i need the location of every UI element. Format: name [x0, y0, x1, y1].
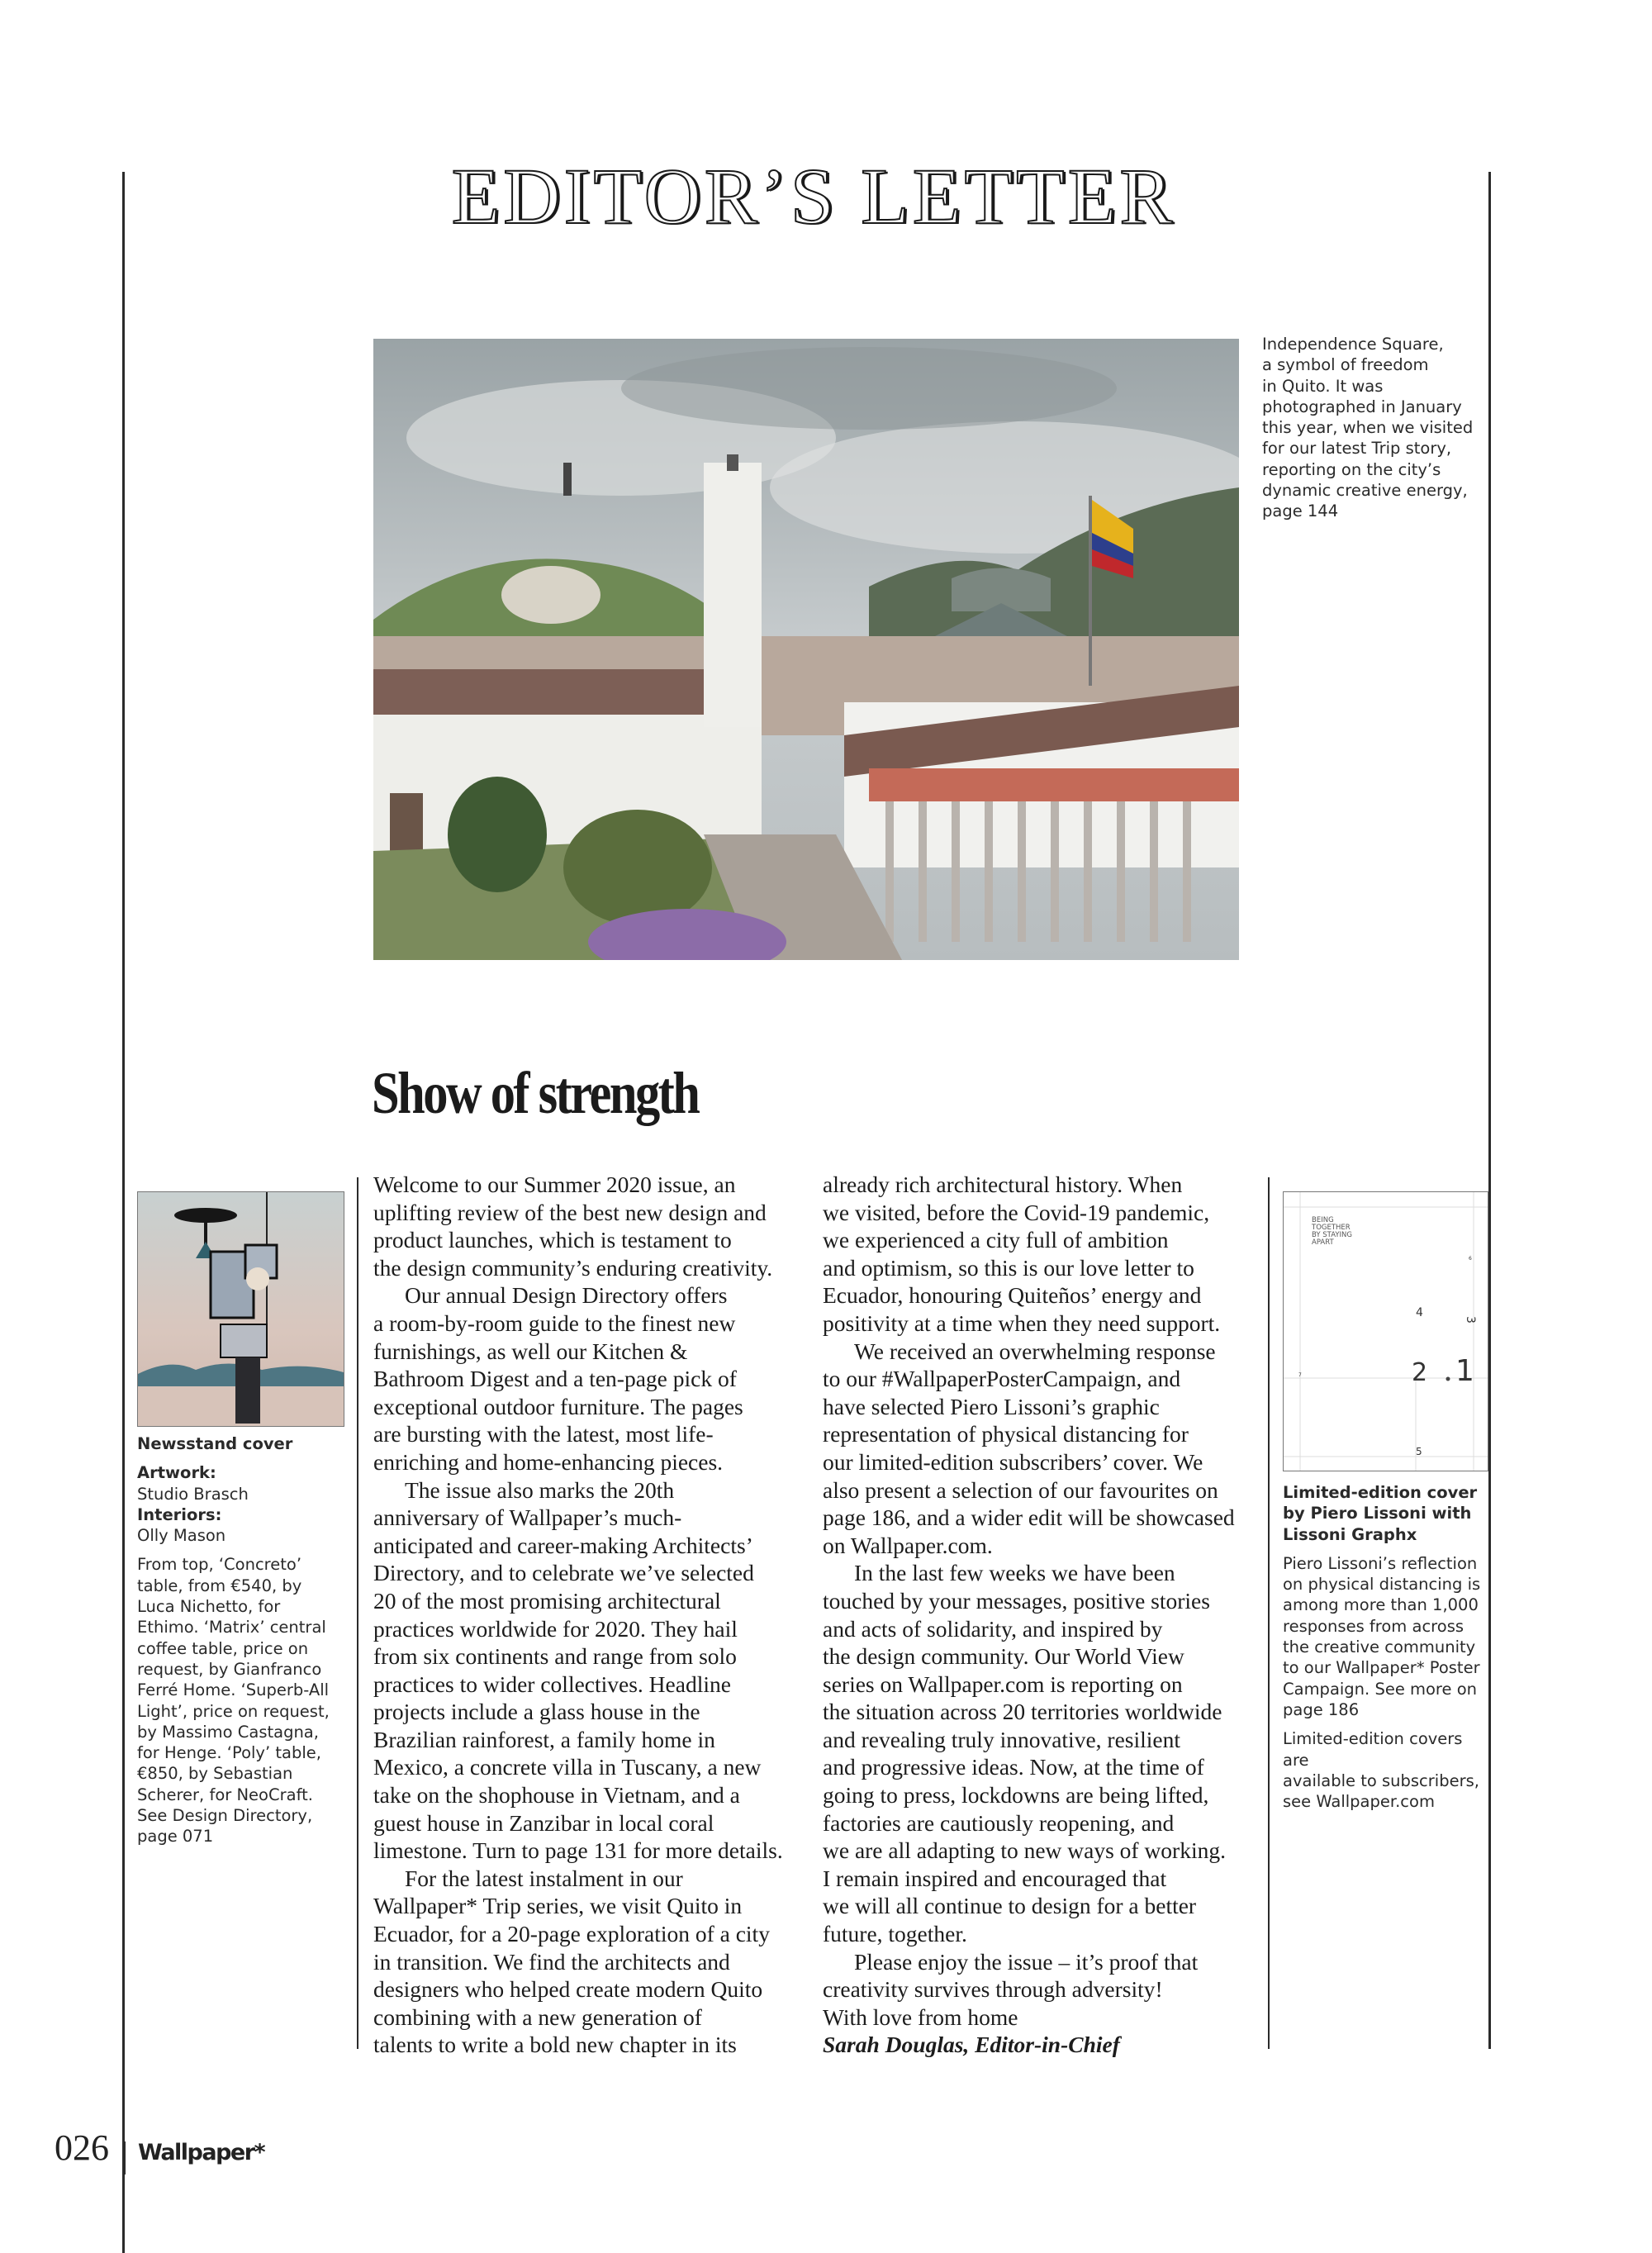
newsstand-heading: Newsstand cover	[137, 1434, 293, 1453]
limited-heading-line: by Piero Lissoni with	[1283, 1504, 1472, 1523]
limited-body-line: to our Wallpaper* Poster	[1283, 1658, 1480, 1678]
photo-caption-line: dynamic creative energy,	[1262, 481, 1468, 501]
limited-body-line: Campaign. See more on	[1283, 1679, 1478, 1699]
photo-caption-line: reporting on the city’s	[1262, 459, 1441, 479]
body-line: positivity at a time when they need support.	[823, 1309, 1221, 1336]
body-line: anniversary of Wallpaper’s much-	[373, 1504, 682, 1531]
body-line: enriching and home-enhancing pieces.	[373, 1448, 724, 1475]
page-title: EDITOR’S LETTER	[451, 152, 1176, 240]
body-line: on Wallpaper.com.	[823, 1532, 993, 1558]
body-line: Ecuador, for a 20-page exploration of a city	[373, 1921, 770, 1947]
poster-cover-icon	[1284, 1192, 1488, 1471]
brand-logo: Wallpaper*	[138, 2140, 265, 2165]
body-line: Ecuador, honouring Quiteños’ energy and	[823, 1282, 1202, 1309]
body-line: future, together.	[823, 1921, 967, 1947]
sculpture-icon	[138, 1192, 344, 1426]
body-line: series on Wallpaper.com is reporting on	[823, 1671, 1183, 1697]
body-line: Brazilian rainforest, a family home in	[373, 1726, 715, 1752]
limited-edition-cover-image	[1283, 1191, 1488, 1471]
body-line: uplifting review of the best new design and	[373, 1199, 767, 1225]
newsstand-detail-line: From top, ‘Concreto’	[137, 1555, 302, 1575]
body-line: and progressive ideas. Now, at the time of	[823, 1754, 1204, 1780]
interiors-value: Olly Mason	[137, 1526, 226, 1546]
article-column-2	[823, 1171, 1260, 2059]
body-line: limestone. Turn to page 131 for more details.	[373, 1837, 783, 1864]
body-line: Directory, and to celebrate we’ve selected	[373, 1560, 754, 1586]
newsstand-details	[137, 1554, 344, 1847]
newsstand-detail-line: Ethimo. ‘Matrix’ central	[137, 1618, 326, 1637]
body-line: furnishings, as well our Kitchen &	[373, 1338, 688, 1364]
article-column-1	[373, 1171, 803, 2059]
body-line: The issue also marks the 20th	[405, 1476, 675, 1503]
quito-independence-square-icon	[373, 339, 1239, 960]
newsstand-cover-image	[137, 1191, 344, 1427]
body-line: Please enjoy the issue – it’s proof that	[854, 1948, 1199, 1975]
body-line: we will all continue to design for a better	[823, 1893, 1197, 1919]
cover-text-line: APART	[1312, 1238, 1334, 1247]
body-line: touched by your messages, positive stories	[823, 1587, 1210, 1614]
artwork-value: Studio Brasch	[137, 1484, 249, 1504]
body-line: we experienced a city full of ambition	[823, 1227, 1169, 1253]
quito-photo	[373, 339, 1239, 960]
cover-text-line: BEING	[1312, 1216, 1334, 1224]
body-line: the design community. Our World View	[823, 1643, 1184, 1670]
body-line: product launches, which is testament to	[373, 1227, 732, 1253]
photo-caption-line: this year, when we visited	[1262, 418, 1474, 438]
body-line: 20 of the most promising architectural	[373, 1587, 721, 1614]
limited-body-line: the creative community	[1283, 1637, 1476, 1657]
cover-dot	[1446, 1377, 1450, 1381]
body-line: Our annual Design Directory offers	[405, 1282, 728, 1309]
editor-signature: Sarah Douglas, Editor-in-Chief	[823, 2032, 1120, 2058]
limited-body-line: on physical distancing is	[1283, 1575, 1481, 1595]
newsstand-detail-line: See Design Directory,	[137, 1806, 313, 1826]
newsstand-detail-line: €850, by Sebastian	[137, 1764, 293, 1784]
body-line: page 186, and a wider edit will be showcased	[823, 1504, 1235, 1531]
body-line: we are all adapting to new ways of working.	[823, 1837, 1226, 1864]
limited-note-line: see Wallpaper.com	[1283, 1792, 1435, 1812]
cover-text-line: BY STAYING	[1312, 1231, 1352, 1239]
column-rule-right	[1268, 1177, 1270, 2049]
newsstand-detail-line: Luca Nichetto, for	[137, 1597, 281, 1617]
body-line: already rich architectural history. When	[823, 1172, 1183, 1197]
cover-number-2: 2	[1412, 1358, 1428, 1387]
body-line: Wallpaper* Trip series, we visit Quito in	[373, 1893, 743, 1919]
newsstand-detail-line: page 071	[137, 1827, 214, 1847]
photo-caption-line: Independence Square,	[1262, 335, 1444, 354]
newsstand-detail-line: by Massimo Castagna,	[137, 1722, 319, 1742]
body-line: representation of physical distancing for	[823, 1421, 1189, 1447]
body-line: anticipated and career-making Architects’	[373, 1532, 753, 1558]
body-line: factories are cautiously reopening, and	[823, 1809, 1175, 1836]
photo-caption-line: page 144	[1262, 501, 1339, 521]
body-line: in transition. We find the architects and	[373, 1948, 730, 1975]
folio-divider	[124, 2141, 126, 2175]
limited-body-line: page 186	[1283, 1699, 1360, 1719]
limited-note-line: available to subscribers,	[1283, 1771, 1479, 1790]
body-line: are bursting with the latest, most life-	[373, 1421, 714, 1447]
body-line: and acts of solidarity, and inspired by	[823, 1615, 1163, 1642]
body-line: to our #WallpaperPosterCampaign, and	[823, 1366, 1181, 1392]
newsstand-detail-line: table, from €540, by	[137, 1576, 302, 1595]
body-line: practices worldwide for 2020. They hail	[373, 1615, 738, 1642]
limited-heading-line: Lissoni Graphx	[1283, 1524, 1417, 1544]
newsstand-detail-line: Scherer, for NeoCraft.	[137, 1785, 313, 1804]
cover-number-5: 5	[1416, 1446, 1422, 1457]
body-line: take on the shophouse in Vietnam, and a	[373, 1782, 740, 1809]
body-line: designers who helped create modern Quito	[373, 1976, 763, 2003]
left-margin-rule	[122, 172, 125, 2253]
body-line: I remain inspired and encouraged that	[823, 1865, 1167, 1891]
body-line: Mexico, a concrete villa in Tuscany, a new	[373, 1754, 762, 1780]
body-line: the situation across 20 territories worldwide	[823, 1699, 1222, 1725]
page-number: 026	[55, 2127, 109, 2168]
body-line: combining with a new generation of	[373, 2003, 702, 2030]
limited-note-line: Limited-edition covers are	[1283, 1729, 1463, 1770]
body-line: talents to write a bold new chapter in its	[373, 2032, 737, 2058]
cover-number-6: 6	[1469, 1256, 1472, 1262]
limited-body-line: responses from across	[1283, 1616, 1464, 1636]
photo-caption-line: in Quito. It was	[1262, 376, 1384, 396]
article-headline: Show of strength	[372, 1060, 699, 1126]
cover-number-7: 7	[1298, 1372, 1302, 1378]
body-line: creativity survives through adversity!	[823, 1976, 1163, 2003]
cover-number-3: 3	[1464, 1316, 1477, 1324]
cover-number-4: 4	[1416, 1306, 1423, 1319]
body-line: We received an overwhelming response	[854, 1338, 1216, 1364]
limited-heading-line: Limited-edition cover	[1283, 1483, 1478, 1502]
body-line: we visited, before the Covid-19 pandemic,	[823, 1199, 1210, 1225]
newsstand-detail-line: for Henge. ‘Poly’ table,	[137, 1743, 321, 1763]
limited-body-line: Piero Lissoni’s reflection	[1283, 1553, 1478, 1573]
body-line: Bathroom Digest and a ten-page pick of	[373, 1366, 737, 1392]
body-line: also present a selection of our favourites on	[823, 1476, 1218, 1503]
interiors-label: Interiors:	[137, 1504, 222, 1524]
cover-number-1: 1	[1455, 1354, 1474, 1388]
body-line: and revealing truly innovative, resilient	[823, 1726, 1180, 1752]
body-line: practices to wider collectives. Headline	[373, 1671, 731, 1697]
column-rule-left	[357, 1177, 358, 2049]
body-line: have selected Piero Lissoni’s graphic	[823, 1393, 1160, 1419]
body-line: our limited-edition subscribers’ cover. We	[823, 1448, 1203, 1475]
body-line: and optimism, so this is our love letter to	[823, 1254, 1194, 1281]
newsstand-detail-line: Light’, price on request,	[137, 1701, 330, 1721]
limited-edition-caption	[1283, 1482, 1493, 1812]
photo-caption	[1262, 334, 1477, 522]
photo-caption-line: a symbol of freedom	[1262, 355, 1429, 375]
body-line: For the latest instalment in our	[405, 1865, 683, 1891]
body-line: projects include a glass house in the	[373, 1699, 700, 1725]
newsstand-detail-line: coffee table, price on	[137, 1638, 309, 1658]
body-line: exceptional outdoor furniture. The pages	[373, 1393, 743, 1419]
body-line: With love from home	[823, 2003, 1018, 2030]
cover-text-line: TOGETHER	[1312, 1224, 1351, 1232]
photo-caption-line: for our latest Trip story,	[1262, 439, 1452, 459]
newsstand-detail-line: Ferré Home. ‘Superb-All	[137, 1680, 330, 1700]
body-line: guest house in Zanzibar in local coral	[373, 1809, 714, 1836]
body-line: from six continents and range from solo	[373, 1643, 737, 1670]
newsstand-detail-line: request, by Gianfranco	[137, 1659, 322, 1679]
body-line: Welcome to our Summer 2020 issue, an	[373, 1172, 736, 1197]
limited-body-line: among more than 1,000	[1283, 1595, 1479, 1615]
photo-caption-line: photographed in January	[1262, 397, 1462, 416]
body-line: the design community’s enduring creativity.	[373, 1254, 773, 1281]
body-line: going to press, lockdowns are being lifted,	[823, 1782, 1209, 1809]
newsstand-caption	[137, 1433, 344, 1847]
artwork-label: Artwork:	[137, 1463, 216, 1483]
body-line: In the last few weeks we have been	[854, 1560, 1175, 1586]
body-line: a room-by-room guide to the finest new	[373, 1309, 736, 1336]
